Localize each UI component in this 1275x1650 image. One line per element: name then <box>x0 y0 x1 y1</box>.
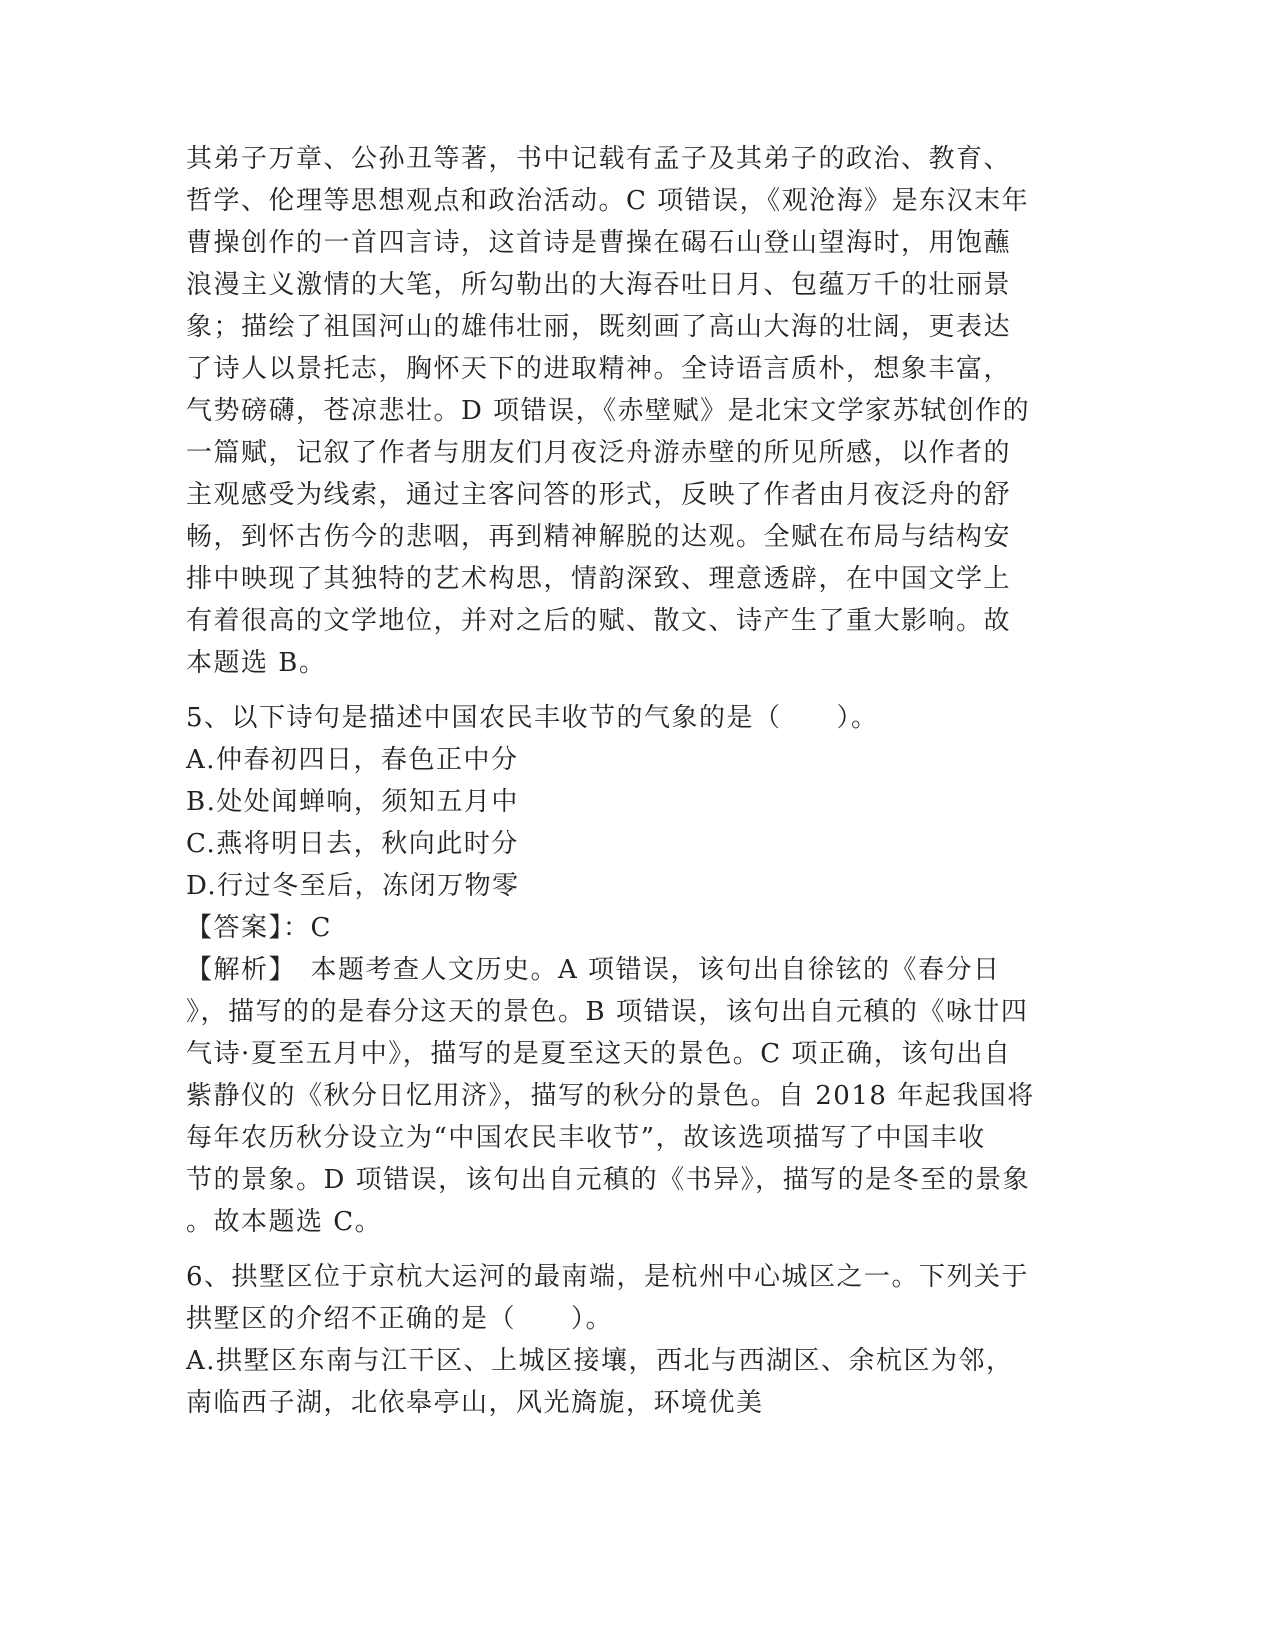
text-line: 本题选 B。 <box>186 648 327 678</box>
analysis-line: 》，描写的的是春分这天的景色。B 项错误，该句出自元稹的《咏廿四 <box>186 997 1029 1027</box>
analysis-line: 气诗·夏至五月中》，描写的是夏至这天的景色。C 项正确，该句出自 <box>186 1039 1012 1069</box>
analysis-line: 【解析】 本题考查人文历史。A 项错误，该句出自徐铉的《春分日 <box>186 955 1001 985</box>
question-6-stem: 6、拱墅区位于京杭大运河的最南端，是杭州中心城区之一。下列关于 <box>186 1262 1030 1292</box>
analysis-line: 每年农历秋分设立为“中国农民丰收节”，故该选项描写了中国丰收 <box>186 1123 986 1153</box>
text-line: 浪漫主义激情的大笔，所勾勒出的大海吞吐日月、包蕴万千的壮丽景 <box>186 270 1012 300</box>
text-line: 哲学、伦理等思想观点和政治活动。C 项错误，《观沧海》是东汉末年 <box>186 186 1030 216</box>
text-line: 一篇赋，记叙了作者与朋友们月夜泛舟游赤壁的所见所感，以作者的 <box>186 438 1012 468</box>
question-5-stem: 5、以下诗句是描述中国农民丰收节的气象的是（ ）。 <box>186 703 879 733</box>
analysis-line: 紫静仪的《秋分日忆用济》，描写的秋分的景色。自 2018 年起我国将 <box>186 1081 1035 1111</box>
option-a: 南临西子湖，北依皋亭山，风光旖旎，环境优美 <box>186 1388 764 1418</box>
text-line: 排中映现了其独特的艺术构思，情韵深致、理意透辟，在中国文学上 <box>186 564 1012 594</box>
option-a: A.仲春初四日，春色正中分 <box>186 745 519 775</box>
text-line: 曹操创作的一首四言诗，这首诗是曹操在碣石山登山望海时，用饱蘸 <box>186 228 1012 258</box>
analysis-line: 节的景象。D 项错误，该句出自元稹的《书异》，描写的是冬至的景象 <box>186 1165 1031 1195</box>
text-line: 象；描绘了祖国河山的雄伟壮丽，既刻画了高山大海的壮阔，更表达 <box>186 312 1012 342</box>
option-d: D.行过冬至后，冻闭万物零 <box>186 871 520 901</box>
analysis-line: 。故本题选 C。 <box>186 1207 383 1237</box>
question-6-stem: 拱墅区的介绍不正确的是（ ）。 <box>186 1304 614 1334</box>
text-line: 气势磅礴，苍凉悲壮。D 项错误，《赤壁赋》是北宋文学家苏轼创作的 <box>186 396 1031 426</box>
text-line: 畅，到怀古伤今的悲咽，再到精神解脱的达观。全赋在布局与结构安 <box>186 522 1012 552</box>
text-line: 其弟子万章、公孙丑等著，书中记载有孟子及其弟子的政治、教育、 <box>186 144 1012 174</box>
answer-line: 【答案】：C <box>186 913 332 943</box>
text-line: 了诗人以景托志，胸怀天下的进取精神。全诗语言质朴，想象丰富， <box>186 354 1012 384</box>
option-b: B.处处闻蝉响，须知五月中 <box>186 787 519 817</box>
text-line: 有着很高的文学地位，并对之后的赋、散文、诗产生了重大影响。故 <box>186 606 1012 636</box>
text-line: 主观感受为线索，通过主客问答的形式，反映了作者由月夜泛舟的舒 <box>186 480 1012 510</box>
option-c: C.燕将明日去，秋向此时分 <box>186 829 519 859</box>
option-a: A.拱墅区东南与江干区、上城区接壤，西北与西湖区、余杭区为邻， <box>186 1346 1014 1376</box>
